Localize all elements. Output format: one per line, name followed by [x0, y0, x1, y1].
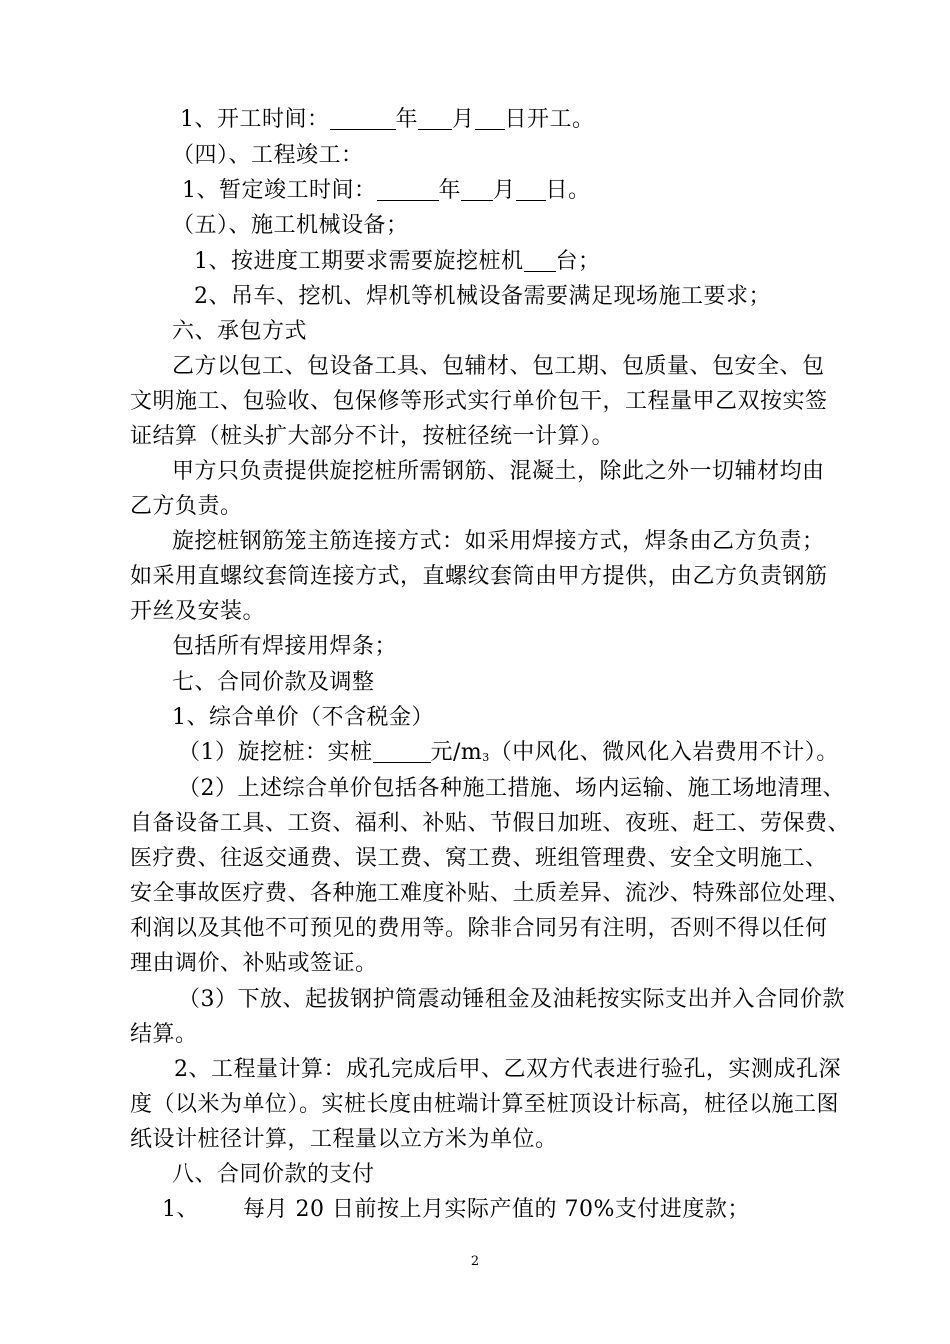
paragraph-line: 旋挖桩钢筋笼主筋连接方式：如采用焊接方式，焊条由乙方负责；	[172, 529, 825, 554]
paragraph-line: 度（以米为单位）。实桩长度由桩端计算至桩顶设计标高，桩径以施工图	[130, 1092, 840, 1117]
paragraph-line: 乙方以包工、包设备工具、包辅材、包工期、包质量、包安全、包	[172, 354, 825, 379]
start-date-label: 1、开工时间：	[180, 107, 330, 132]
year-blank	[330, 105, 396, 130]
paragraph-line: 结算。	[130, 1022, 198, 1047]
paragraph-line: 医疗费、往返交通费、误工费、窝工费、班组管理费、安全文明施工、	[130, 846, 828, 871]
year-label: 年	[395, 107, 419, 132]
paragraph-line: 安全事故医疗费、各种施工难度补贴、土质差异、流沙、特殊部位处理、	[130, 881, 851, 906]
price-unit-label: 元/m	[430, 740, 483, 765]
completion-date-line	[182, 176, 591, 206]
rotary-pile-price-line	[178, 738, 839, 773]
section-completion-heading: （四）、工程竣工：	[172, 143, 364, 168]
paragraph-line: 自备设备工具、工资、福利、补贴、节假日加班、夜班、赶工、劳保费、	[130, 811, 851, 836]
month-label: 月	[493, 178, 516, 203]
machinery-requirement-line: 2、吊车、挖机、焊机等机械设备需要满足现场施工要求；	[194, 284, 771, 309]
paragraph-line: （3）下放、起拔钢护筒震动锤租金及油耗按实际支出并入合同价款	[178, 987, 845, 1012]
unit-superscript: 3	[482, 751, 490, 764]
payment-item-text: 每月 20 日前按上月实际产值的 70%支付进度款；	[243, 1197, 750, 1222]
payment-item-number: 1、	[162, 1197, 199, 1222]
paragraph-line: 甲方只负责提供旋挖桩所需钢筋、混凝土，除此之外一切辅材均由	[172, 459, 825, 484]
unit-price-heading: 1、综合单价（不含税金）	[172, 705, 434, 730]
year-label: 年	[438, 178, 462, 203]
start-date-line	[180, 105, 595, 135]
paragraph-line: （2）上述综合单价包括各种施工措施、场内运输、施工场地清理、	[178, 776, 845, 801]
price-note: （中风化、微风化入岩费用不计）。	[489, 740, 839, 765]
payment-item-line	[162, 1195, 750, 1225]
completion-date-label: 1、暂定竣工时间：	[182, 178, 377, 203]
paragraph-line: 如采用直螺纹套筒连接方式，直螺纹套筒由甲方提供，由乙方负责钢筋	[130, 564, 828, 589]
month-blank	[461, 176, 493, 201]
paragraph-line: 证结算（桩头扩大部分不计，按桩径统一计算）。	[130, 424, 615, 449]
paragraph-line: 2、工程量计算：成孔完成后甲、乙双方代表进行验孔，实测成孔深	[174, 1057, 841, 1082]
machine-unit-label: 台；	[555, 249, 601, 274]
year-blank	[377, 176, 439, 201]
paragraph-line: 乙方负责。	[130, 494, 243, 519]
machine-count-blank	[524, 247, 556, 272]
day-blank	[516, 176, 546, 201]
rotary-pile-label: （1）旋挖桩：实桩	[178, 740, 373, 765]
paragraph-line: 开丝及安装。	[130, 599, 266, 624]
day-label: 日开工。	[504, 107, 595, 132]
day-label: 日。	[545, 178, 591, 203]
page-number: 2	[470, 1254, 480, 1269]
section-8-heading: 八、合同价款的支付	[172, 1162, 375, 1187]
section-6-heading: 六、承包方式	[172, 319, 308, 344]
section-7-heading: 七、合同价款及调整	[172, 670, 375, 695]
paragraph-line: 纸设计桩径计算，工程量以立方米为单位。	[130, 1127, 558, 1152]
day-blank	[475, 105, 505, 130]
section-machinery-heading: （五）、施工机械设备；	[172, 213, 409, 238]
paragraph-line: 包括所有焊接用焊条；	[172, 634, 398, 659]
paragraph-line: 理由调价、补贴或签证。	[130, 951, 378, 976]
machine-count-line	[194, 247, 601, 277]
month-label: 月	[452, 107, 475, 132]
machine-count-label: 1、按进度工期要求需要旋挖桩机	[194, 249, 524, 274]
paragraph-line: 文明施工、包验收、包保修等形式实行单价包干，工程量甲乙双按实签	[130, 389, 828, 414]
month-blank	[418, 105, 452, 130]
paragraph-line: 利润以及其他不可预见的费用等。除非合同另有注明，否则不得以任何	[130, 916, 828, 941]
price-blank	[373, 738, 431, 763]
